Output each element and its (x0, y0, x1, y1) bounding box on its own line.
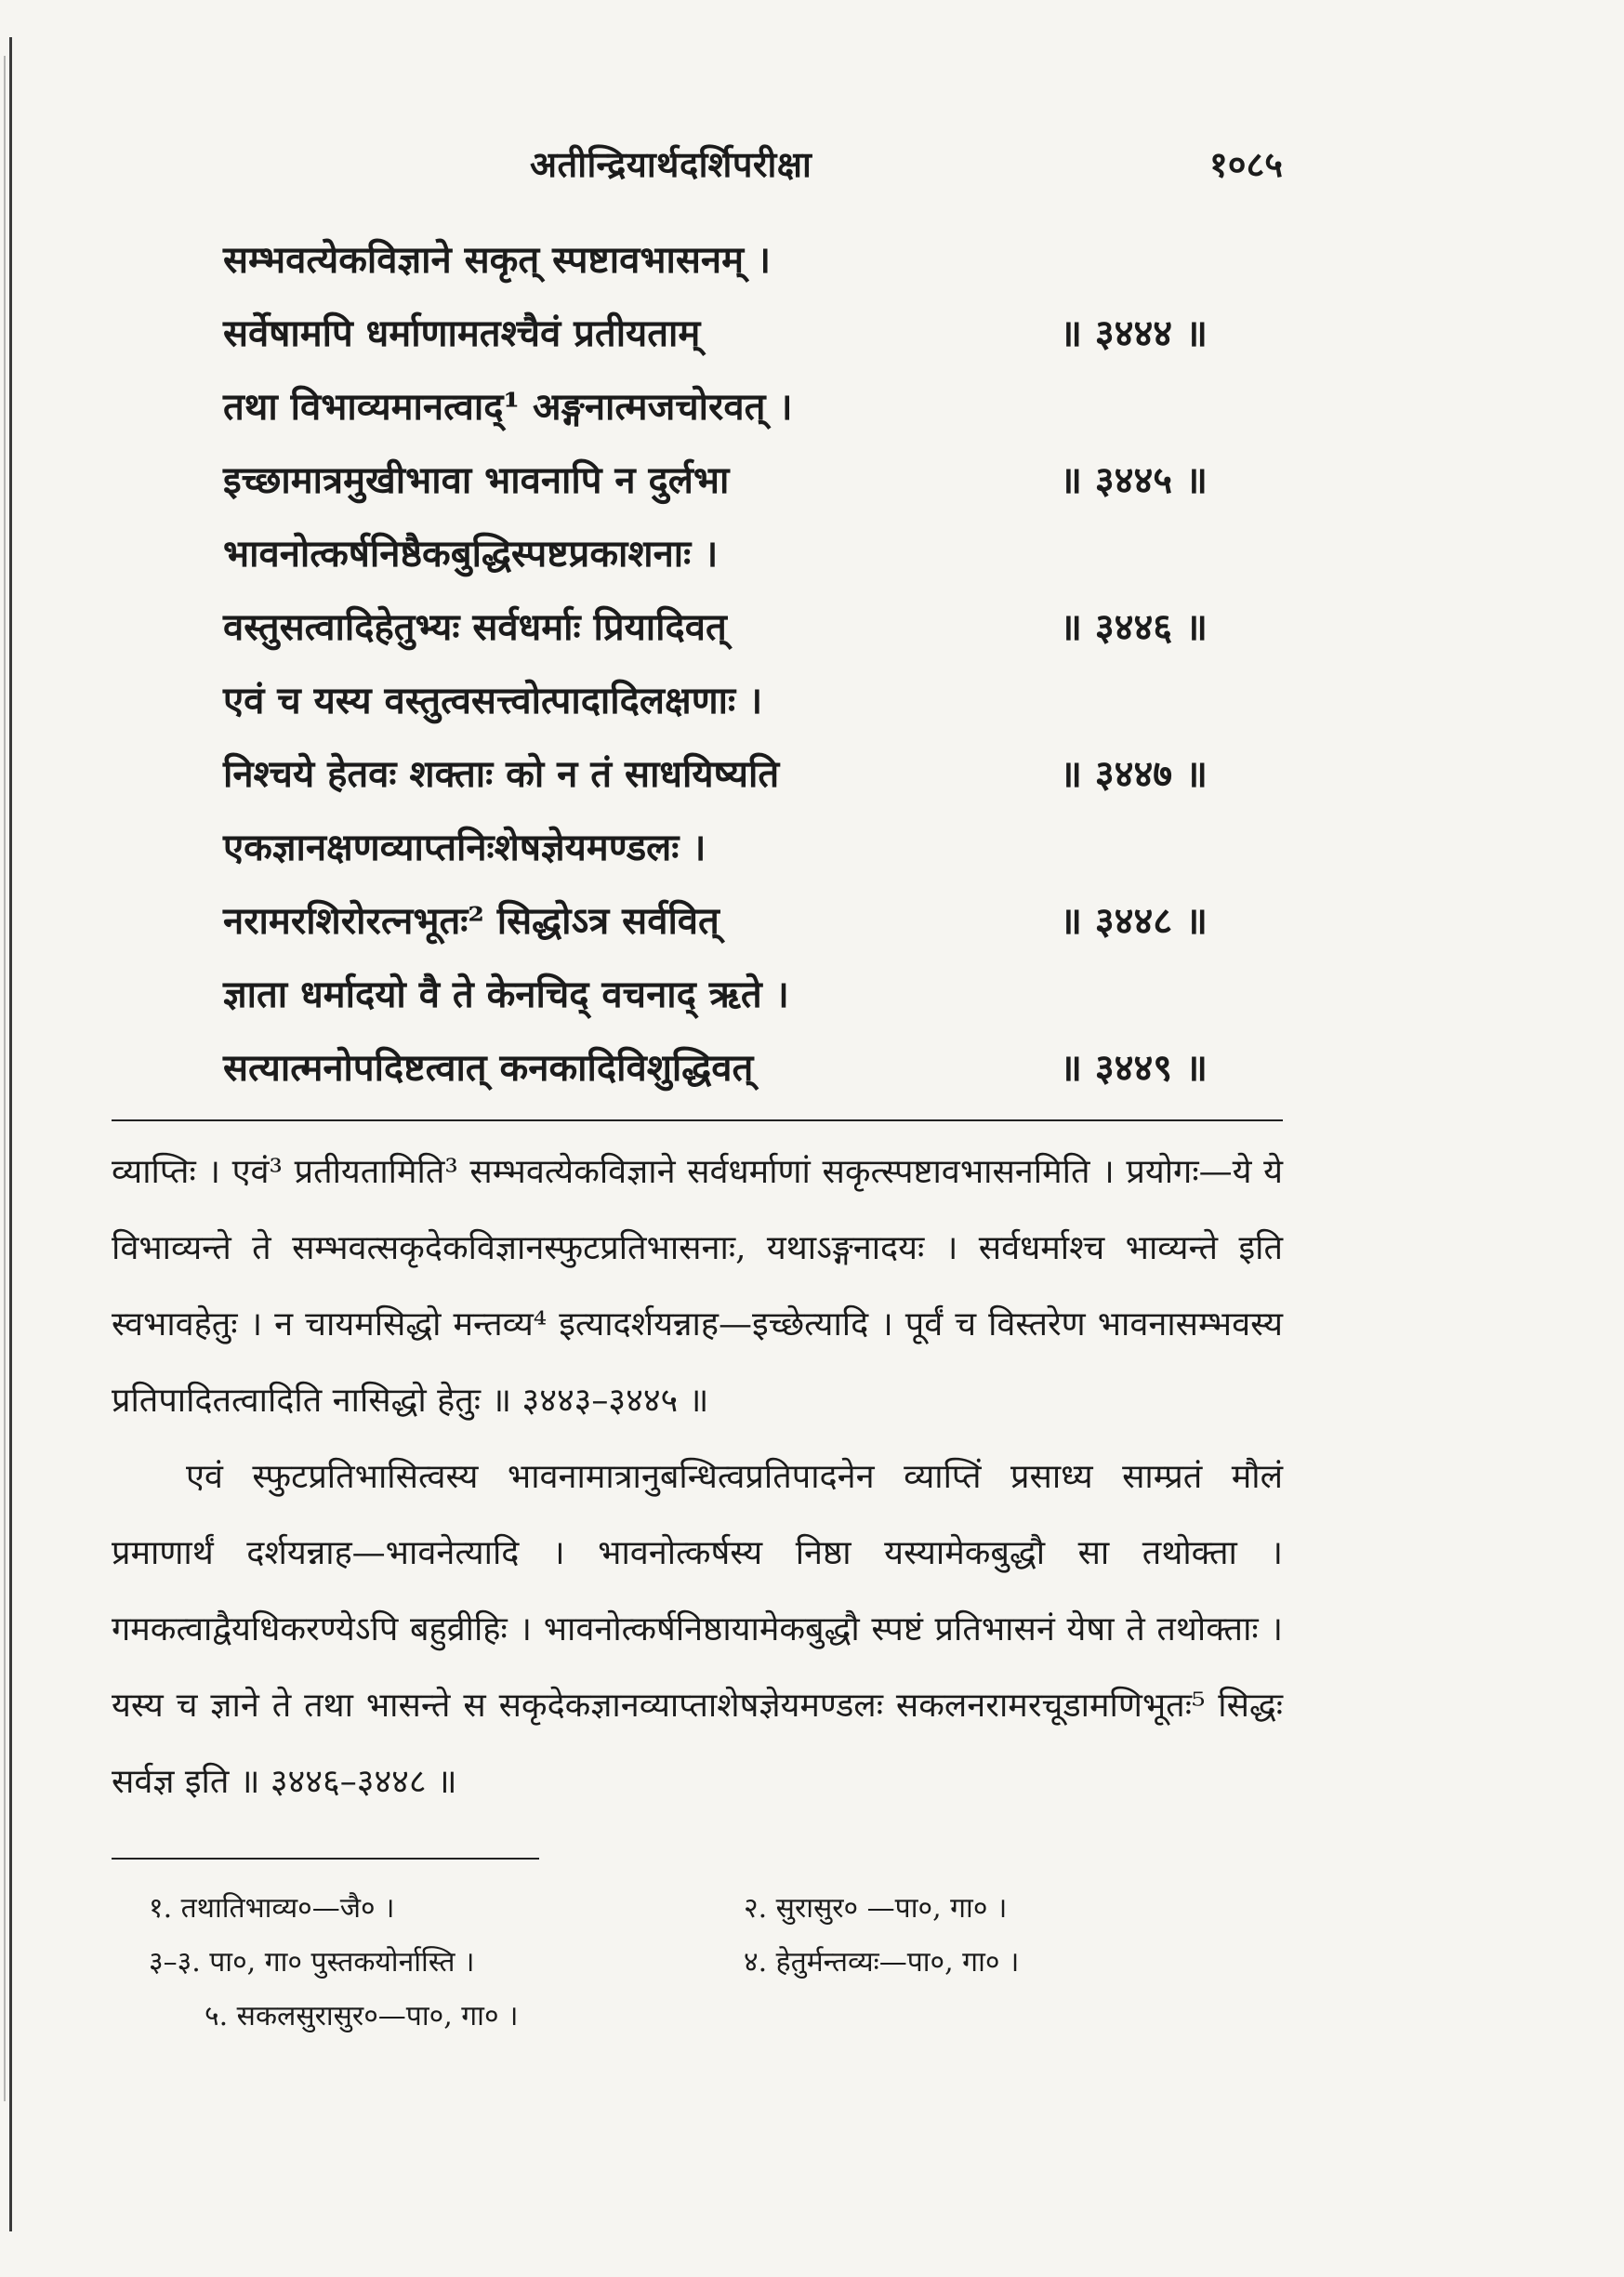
verse-number: ॥ ३४४९ ॥ (1060, 1046, 1208, 1090)
verse-text: नरामरशिरोरत्नभूतः² सिद्धोऽत्र सर्ववित् (223, 899, 720, 943)
verse-text: सत्यात्मनोपदिष्टत्वात् कनकादिविशुद्धिवत् (223, 1046, 754, 1090)
page (112, 139, 1283, 2044)
commentary (112, 1134, 1283, 1820)
verse-line (223, 526, 1283, 600)
verse-line (223, 747, 1283, 820)
verse-number: ॥ ३४४६ ॥ (1060, 605, 1208, 649)
footnote-row (112, 1882, 1283, 1936)
verse-text: निश्चये हेतवः शक्ताः को न तं साधयिष्यति (223, 752, 780, 796)
verse-text: एवं च यस्य वस्तुत्वसत्त्वोत्पादादिलक्षणाः । (223, 679, 763, 722)
scan-edge (9, 37, 12, 2231)
footnote-row (112, 1936, 1283, 1990)
footnotes (112, 1882, 1283, 2044)
commentary-paragraph: एवं स्फुटप्रतिभासित्वस्य भावनामात्रानुबन्धित्वप्रतिपादनेन व्याप्तिं प्रसाध्य साम्प्रतं मौलं प्रमाणार्थं दर्शयन्नाह—भावनेत्यादि । भावनोत्कर्षस्य निष्ठा यस्यामेकबुद्धौ सा तथोक्ता । गमकत्वाद्वैयधिकरण्येऽपि बहुव्रीहिः । भावनोत्कर्षनिष्ठायामेकबुद्धौ स्पष्टं प्रतिभासनं येषा ते तथोक्ताः । यस्य च ज्ञाने ते तथा भासन्ते स सकृदेकज्ञानव्याप्ताशेषज्ञेयमण्डलः सकलनरामरचूडामणिभूतः⁵ सिद्धः सर्वज्ञ इति ॥ ३४४६–३४४८ ॥ (112, 1458, 1283, 1801)
verse-line (223, 232, 1283, 306)
verse-line (223, 306, 1283, 379)
verse-number: ॥ ३४४८ ॥ (1060, 899, 1208, 943)
verse-number: ॥ ३४४५ ॥ (1060, 458, 1208, 502)
footnote: ३–३. पा०, गा० पुस्तकयोर्नास्ति । (149, 1946, 475, 1979)
verse-text: ज्ञाता धर्मादयो वै ते केनचिद् वचनाद् ऋते । (223, 973, 789, 1016)
verse-text: तथा विभाव्यमानत्वाद्¹ अङ्गनात्मजचोरवत् । (223, 385, 793, 429)
scan-edge-shadow (4, 56, 6, 2101)
section-divider (112, 1119, 1283, 1121)
page-number: १०८५ (1208, 143, 1283, 185)
footnote: ४. हेतुर्मन्तव्यः—पा०, गा० । (744, 1946, 1020, 1979)
verse-text: इच्छामात्रमुखीभावा भावनापि न दुर्लभा (223, 458, 730, 502)
verse-text: भावनोत्कर्षनिष्ठैकबुद्धिस्पष्टप्रकाशनाः । (223, 532, 719, 576)
verse-line (223, 894, 1283, 967)
verse-line (223, 600, 1283, 673)
verse-text: एकज्ञानक्षणव्याप्तनिःशेषज्ञेयमण्डलः । (223, 826, 706, 869)
verse-line (223, 1040, 1283, 1114)
verse-text: वस्तुसत्वादिहेतुभ्यः सर्वधर्माः प्रियादिवत् (223, 605, 727, 649)
verse-text: सम्भवत्येकविज्ञाने सकृत् स्पष्टावभासनम् । (223, 238, 772, 282)
verse-block (223, 232, 1283, 1114)
running-head (112, 139, 1283, 195)
verse-line (223, 967, 1283, 1040)
verse-line (223, 453, 1283, 526)
running-title: अतीन्द्रियार्थदर्शिपरीक्षा (530, 143, 812, 185)
footnote: ५. सकलसुरासुर०—पा०, गा० । (205, 2000, 519, 2032)
verse-number: ॥ ३४४७ ॥ (1060, 752, 1208, 796)
commentary-paragraph: व्याप्तिः । एवं³ प्रतीयतामिति³ सम्भवत्येकविज्ञाने सर्वधर्माणां सकृत्स्पष्टावभासनमिति । प्रयोगः—ये ये विभाव्यन्ते ते सम्भवत्सकृदेकविज्ञानस्फुटप्रतिभासनाः, यथाऽङ्गनादयः । सर्वधर्माश्च भाव्यन्ते इति स्वभावहेतुः । न चायमसिद्धो मन्तव्य⁴ इत्यादर्शयन्नाह—इच्छेत्यादि । पूर्वं च विस्तरेण भावनासम्भवस्य प्रतिपादितत्वादिति नासिद्धो हेतुः ॥ ३४४३–३४४५ ॥ (112, 1153, 1283, 1420)
verse-number: ॥ ३४४४ ॥ (1060, 311, 1208, 355)
verse-line (223, 379, 1283, 453)
verse-line (223, 820, 1283, 894)
footnote: २. सुरासुर० —पा०, गा० । (744, 1892, 1008, 1925)
verse-text: सर्वेषामपि धर्माणामतश्चैवं प्रतीयताम् (223, 311, 701, 355)
footnote-divider (112, 1858, 539, 1860)
verse-line (223, 673, 1283, 747)
footnote: १. तथातिभाव्य०—जै० । (149, 1892, 395, 1925)
